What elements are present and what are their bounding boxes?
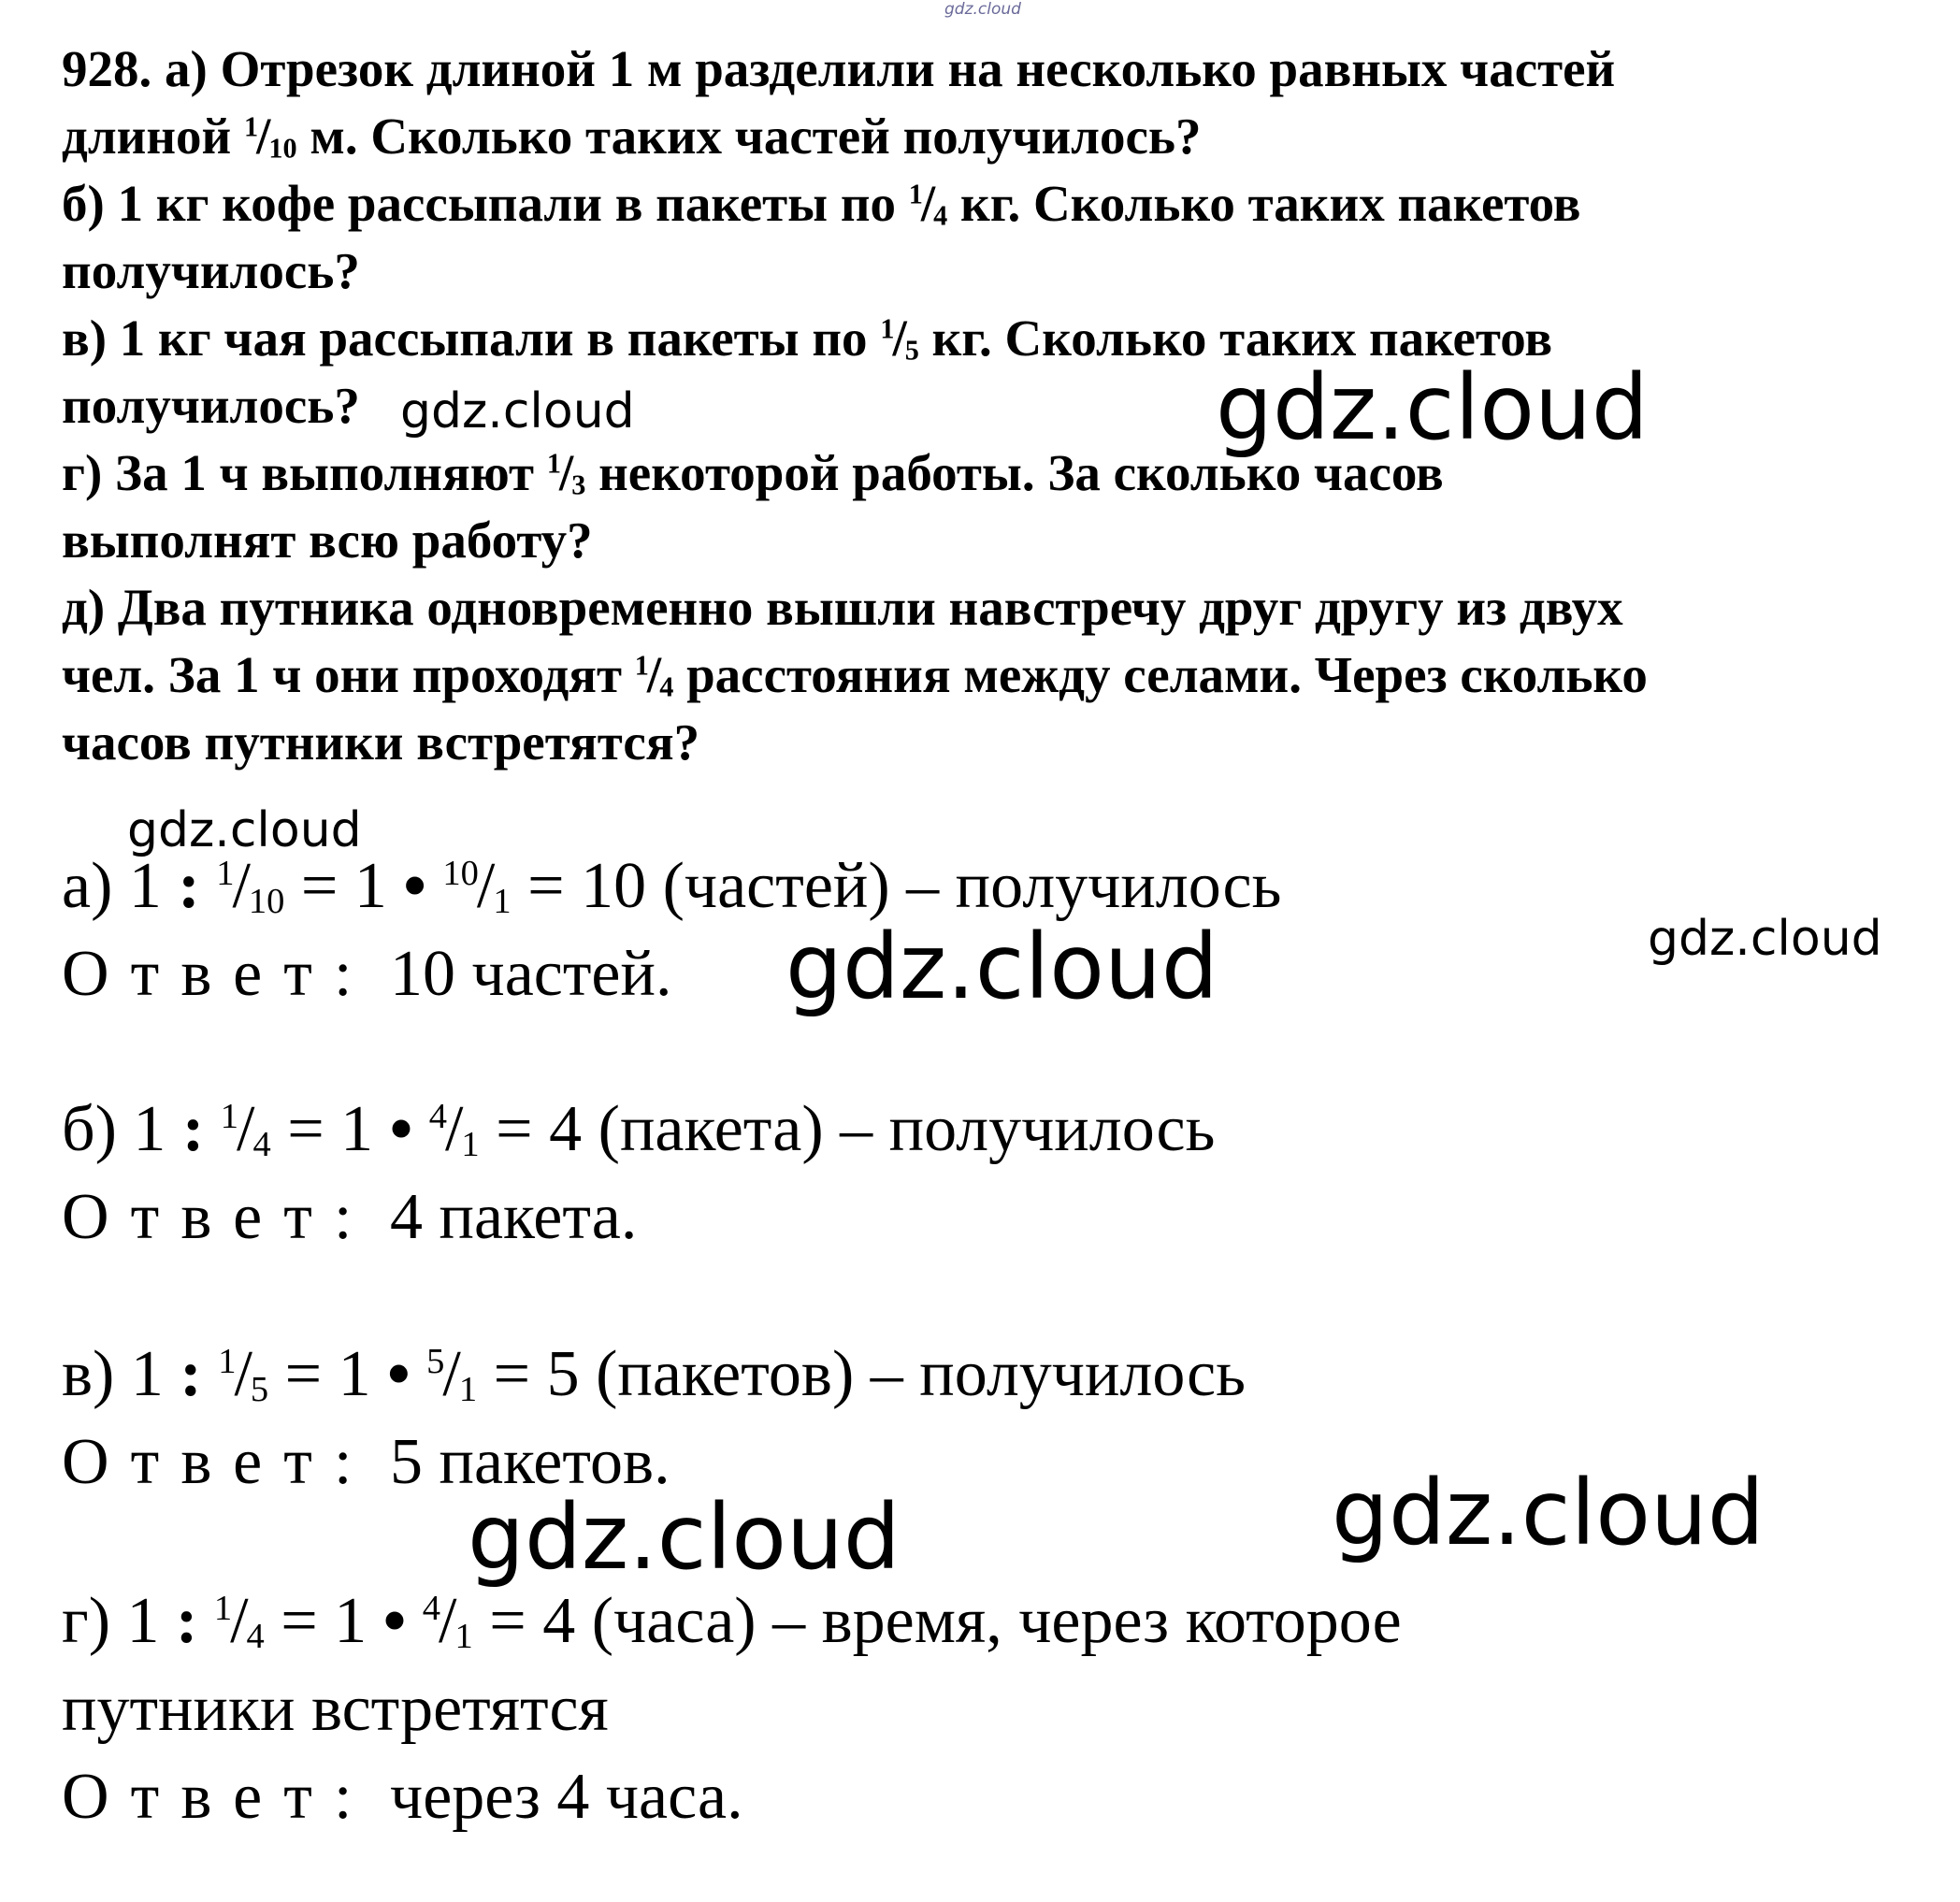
fraction-numerator: 1 [908, 178, 923, 210]
fraction-slash: / [232, 850, 251, 922]
solution-label: б) 1 [62, 1093, 182, 1165]
problem-line [62, 103, 1923, 170]
fraction-denominator: 4 [252, 1124, 271, 1164]
watermark-text: gdz.cloud [1216, 355, 1649, 460]
multiplication-sign: • [387, 1338, 411, 1410]
problem-line [62, 574, 1923, 641]
answer-text: через 4 часа. [373, 1761, 743, 1833]
answer-label: Ответ: [62, 1181, 374, 1253]
solution-text: = 1 [284, 850, 404, 922]
fraction-numerator: 10 [442, 854, 479, 894]
solution-g-continuation [62, 1666, 609, 1752]
fraction-denominator: 4 [246, 1616, 265, 1656]
solution-text: = 1 [270, 1093, 390, 1165]
problem-text: выполнят всю работу? [62, 512, 593, 569]
problem-line [62, 170, 1923, 238]
solution-b-answer [62, 1174, 637, 1261]
fraction-slash: / [646, 646, 662, 703]
solution-text: = 4 (часа) – время, через которое [472, 1585, 1402, 1657]
answer-text: 4 пакета. [373, 1181, 638, 1253]
fraction-denominator: 4 [659, 670, 674, 703]
solution-g-equation [62, 1578, 1402, 1664]
fraction-slash: / [237, 1093, 255, 1165]
fraction-slash: / [444, 1093, 464, 1165]
fraction-numerator: 1 [880, 312, 895, 345]
problem-line [62, 641, 1923, 709]
division-sign: : [181, 1093, 205, 1165]
division-sign: : [180, 1338, 202, 1410]
problem-line [62, 238, 1923, 305]
problem-text: кг. Сколько таких пакетов [947, 175, 1581, 232]
problem-text: в) 1 кг чая рассыпали в пакеты по [62, 310, 881, 367]
solution-text: = 1 [268, 1338, 388, 1410]
fraction-slash: / [234, 1338, 252, 1410]
problem-text: часов путники встретятся? [62, 713, 700, 771]
problem-line [62, 709, 1923, 776]
fraction-numerator: 1 [546, 447, 561, 480]
watermark-text: gdz.cloud [1648, 911, 1882, 967]
answer-text: 10 частей. [373, 938, 672, 1010]
watermark-text: gdz.cloud [944, 0, 1021, 19]
problem-text: расстояния между селами. Через сколько [673, 646, 1648, 703]
fraction-denominator: 1 [454, 1616, 473, 1656]
fraction-denominator: 4 [933, 199, 948, 232]
solution-text: путники встретятся [62, 1673, 609, 1745]
watermark-text: gdz.cloud [468, 1485, 901, 1590]
fraction-slash: / [558, 444, 574, 501]
multiplication-sign: • [389, 1093, 413, 1165]
fraction-denominator: 1 [493, 881, 512, 921]
problem-text: г) За 1 ч выполняют [62, 444, 547, 501]
solution-text: = 10 (частей) – получилось [511, 850, 1282, 922]
fraction-denominator: 10 [268, 132, 297, 165]
fraction-slash: / [256, 108, 271, 165]
fraction-numerator: 1 [244, 110, 259, 143]
fraction-numerator: 5 [426, 1342, 445, 1382]
fraction-numerator: 4 [428, 1097, 447, 1137]
solution-b-equation [62, 1087, 1215, 1173]
fraction-denominator: 10 [248, 881, 285, 921]
solution-label: а) 1 [62, 850, 179, 922]
fraction-slash: / [476, 850, 496, 922]
multiplication-sign: • [382, 1585, 407, 1657]
watermark-text: gdz.cloud [127, 802, 362, 858]
solution-text: = 5 (пакетов) – получилось [477, 1338, 1247, 1410]
fraction-numerator: 1 [213, 1589, 233, 1629]
problem-text: м. Сколько таких частей получилось? [296, 108, 1202, 165]
fraction-slash: / [439, 1585, 457, 1657]
problem-text: д) Два путника одновременно вышли навстречу друг другу из двух [62, 579, 1623, 636]
watermark-text: gdz.cloud [400, 383, 635, 439]
solution-v-equation [62, 1332, 1246, 1418]
problem-text: длиной [62, 108, 244, 165]
solution-label: г) 1 [62, 1585, 177, 1657]
problem-text: получилось? [62, 377, 360, 434]
answer-label: Ответ: [62, 1426, 374, 1498]
fraction-slash: / [442, 1338, 461, 1410]
problem-text: кг. Сколько таких пакетов [918, 310, 1553, 367]
solution-text: = 4 (пакета) – получилось [479, 1093, 1216, 1165]
fraction-denominator: 1 [461, 1124, 480, 1164]
division-sign: : [176, 1585, 198, 1657]
fraction-denominator: 5 [904, 334, 919, 367]
fraction-numerator: 1 [216, 854, 235, 894]
division-sign: : [178, 850, 200, 922]
solution-label: в) 1 [62, 1338, 180, 1410]
fraction-numerator: 4 [422, 1589, 441, 1629]
problem-text: некоторой работы. За сколько часов [585, 444, 1444, 501]
fraction-slash: / [230, 1585, 249, 1657]
answer-label: Ответ: [62, 938, 374, 1010]
watermark-text: gdz.cloud [1332, 1461, 1765, 1565]
problem-text: получилось? [62, 242, 360, 299]
multiplication-sign: • [403, 850, 426, 922]
answer-label: Ответ: [62, 1761, 374, 1833]
watermark-text: gdz.cloud [785, 915, 1218, 1019]
solution-a-answer [62, 931, 671, 1017]
problem-text: чел. За 1 ч они проходят [62, 646, 635, 703]
fraction-denominator: 3 [571, 468, 586, 501]
fraction-slash: / [892, 310, 907, 367]
problem-line [62, 36, 1923, 103]
fraction-denominator: 5 [250, 1369, 269, 1409]
solution-g-answer [62, 1754, 743, 1840]
fraction-numerator: 1 [220, 1097, 238, 1137]
fraction-numerator: 1 [634, 649, 649, 682]
answer-text: 5 пакетов. [373, 1426, 670, 1498]
fraction-numerator: 1 [218, 1342, 237, 1382]
fraction-slash: / [920, 175, 936, 232]
problem-text: б) 1 кг кофе рассыпали в пакеты по [62, 175, 909, 232]
solution-text: = 1 [264, 1585, 383, 1657]
problem-line [62, 507, 1923, 574]
problem-text: 928. а) Отрезок длиной 1 м разделили на несколько равных частей [62, 40, 1616, 97]
fraction-denominator: 1 [458, 1369, 478, 1409]
